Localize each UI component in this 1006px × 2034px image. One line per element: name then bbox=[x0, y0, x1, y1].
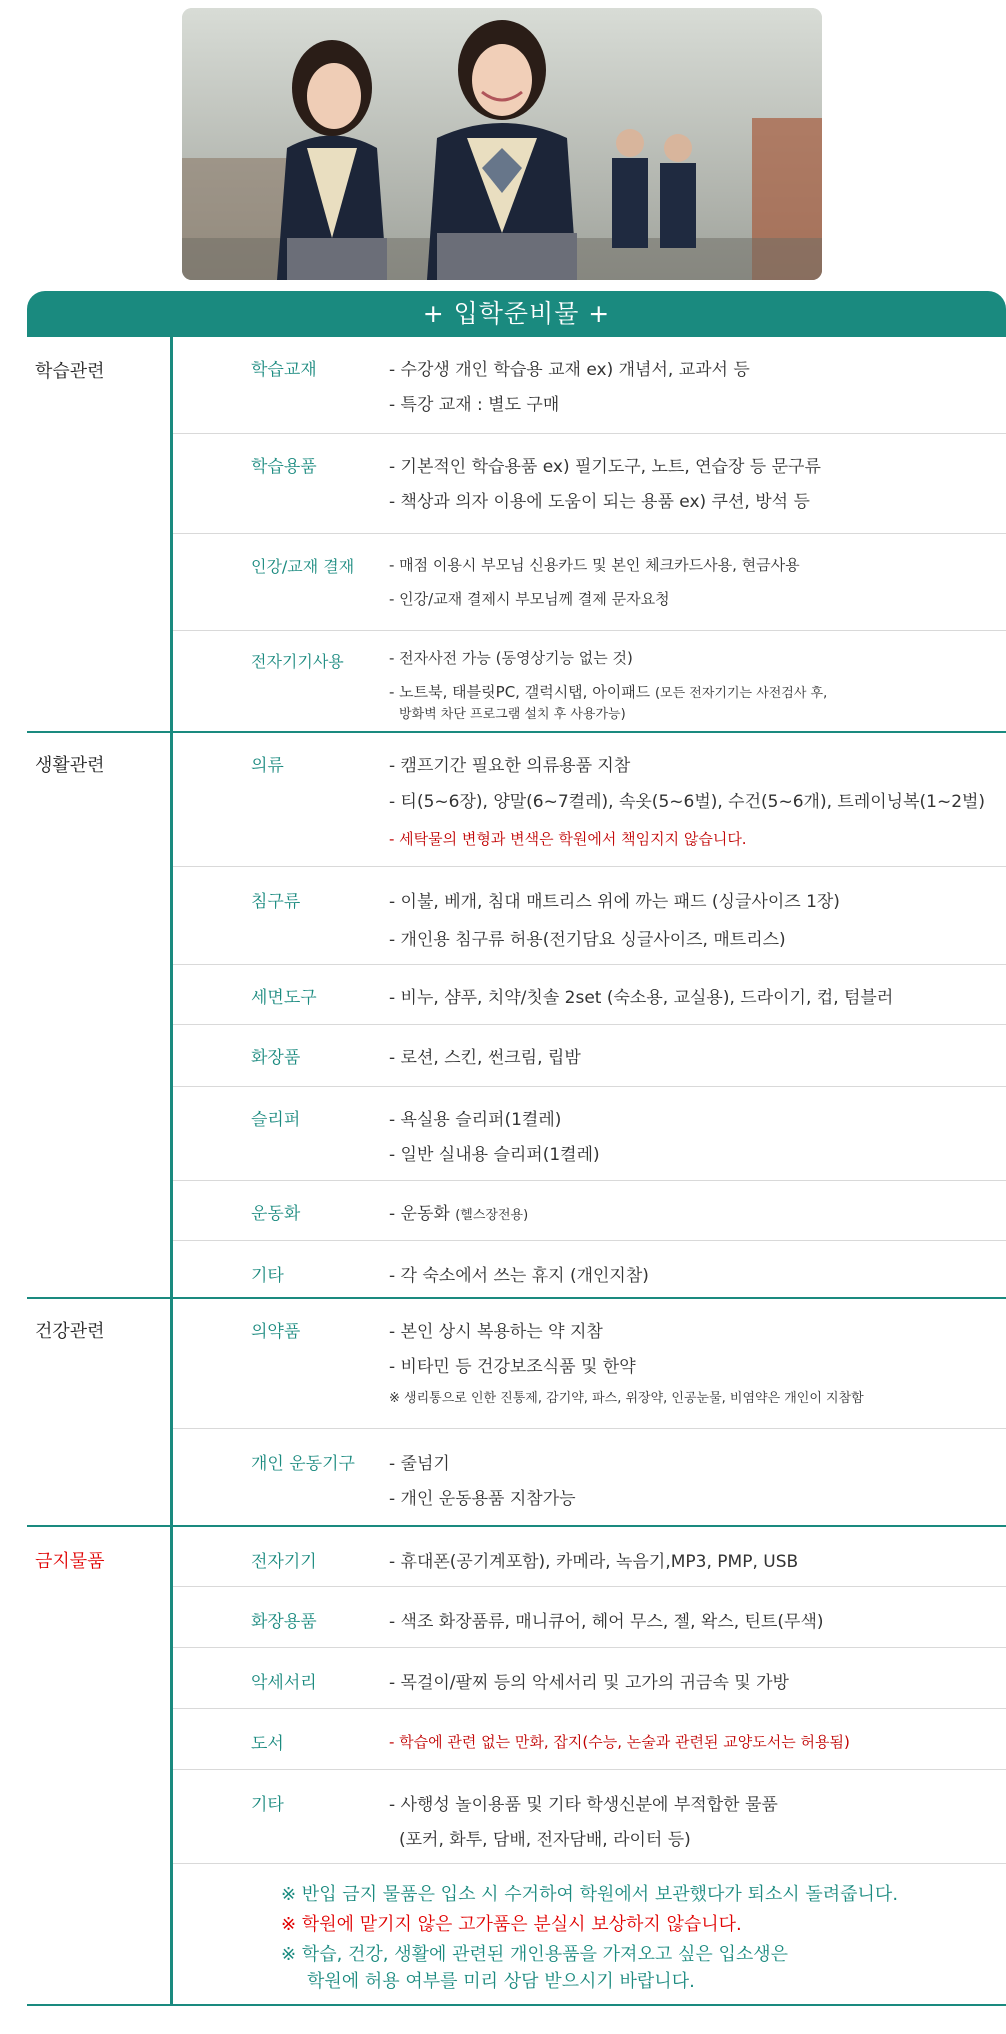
row-living-toiletries bbox=[173, 965, 1006, 1025]
item-text: - 로션, 스킨, 썬크림, 립밤 bbox=[389, 1048, 581, 1068]
item-text: - 비누, 샴푸, 치약/칫솔 2set (숙소용, 교실용), 드라이기, 컵, 텀블러 bbox=[389, 988, 894, 1008]
row-living-sneakers bbox=[173, 1181, 1006, 1241]
subcategory-label: 전자기기사용 bbox=[251, 652, 344, 671]
item-text: - 목걸이/팔찌 등의 악세서리 및 고가의 귀금속 및 가방 bbox=[389, 1673, 789, 1693]
row-study-books bbox=[173, 337, 1006, 434]
item-text: (포커, 화투, 담배, 전자담배, 라이터 등) bbox=[399, 1830, 691, 1850]
row-prohibited-books bbox=[173, 1709, 1006, 1770]
category-label: 금지물품 bbox=[35, 1551, 105, 1572]
row-living-clothes bbox=[173, 731, 1006, 867]
item-text: - 각 숙소에서 쓰는 휴지 (개인지참) bbox=[389, 1266, 649, 1286]
subcategory-label: 의류 bbox=[251, 756, 284, 776]
row-living-etc bbox=[173, 1241, 1006, 1297]
category-label: 건강관련 bbox=[35, 1321, 105, 1342]
row-prohibited-accessories bbox=[173, 1648, 1006, 1709]
item-text: - 일반 실내용 슬리퍼(1켤레) bbox=[389, 1145, 600, 1165]
row-study-devices bbox=[173, 631, 1006, 731]
table-bottom-border bbox=[27, 2004, 1006, 2006]
hero-photo bbox=[182, 8, 822, 280]
row-health-medicine bbox=[173, 1297, 1006, 1429]
subcategory-label: 기타 bbox=[251, 1795, 284, 1815]
subcategory-label: 의약품 bbox=[251, 1322, 301, 1342]
notice-consult: ※ 학습, 건강, 생활에 관련된 개인용품을 가져오고 싶은 입소생은 bbox=[281, 1944, 788, 1965]
subcategory-label: 슬리퍼 bbox=[251, 1110, 301, 1130]
item-text: - 노트북, 태블릿PC, 갤럭시탭, 아이패드 bbox=[389, 683, 651, 701]
section-prohibited bbox=[27, 1525, 1006, 2004]
subcategory-label: 학습용품 bbox=[251, 457, 317, 477]
subcategory-label: 침구류 bbox=[251, 892, 301, 912]
subcategory-label: 도서 bbox=[251, 1734, 284, 1754]
item-text: - 책상과 의자 이용에 도움이 되는 용품 ex) 쿠션, 방석 등 bbox=[389, 492, 810, 512]
item-text: - 특강 교재 : 별도 구매 bbox=[389, 395, 560, 415]
row-living-bedding bbox=[173, 867, 1006, 965]
row-prohibited-etc bbox=[173, 1770, 1006, 1864]
item-text: - 캠프기간 필요한 의류용품 지참 bbox=[389, 756, 631, 776]
notice-valuables: ※ 학원에 맡기지 않은 고가품은 분실시 보상하지 않습니다. bbox=[281, 1914, 742, 1935]
subcategory-label: 학습교재 bbox=[251, 360, 317, 380]
item-text: - 수강생 개인 학습용 교재 ex) 개념서, 교과서 등 bbox=[389, 360, 750, 380]
subcategory-label: 세면도구 bbox=[251, 988, 317, 1008]
item-text: - 비타민 등 건강보조식품 및 한약 bbox=[389, 1357, 636, 1377]
row-prohibited-devices bbox=[173, 1525, 1006, 1587]
row-prohibited-makeup bbox=[173, 1587, 1006, 1648]
row-living-cosmetics bbox=[173, 1025, 1006, 1087]
subcategory-label: 악세서리 bbox=[251, 1673, 317, 1693]
item-text: - 휴대폰(공기계포함), 카메라, 녹음기,MP3, PMP, USB bbox=[389, 1552, 799, 1572]
subcategory-label: 운동화 bbox=[251, 1204, 301, 1224]
subcategory-label: 화장용품 bbox=[251, 1612, 317, 1632]
item-text: - 운동화 bbox=[389, 1204, 450, 1224]
item-text: - 인강/교재 결제시 부모님께 결제 문자요청 bbox=[389, 590, 670, 608]
item-text: - 사행성 놀이용품 및 기타 학생신분에 부적합한 물품 bbox=[389, 1795, 778, 1815]
subcategory-label: 인강/교재 결재 bbox=[251, 557, 355, 576]
notice-return: ※ 반입 금지 물품은 입소 시 수거하여 학원에서 보관했다가 퇴소시 돌려줍니다. bbox=[281, 1884, 899, 1905]
row-study-payment bbox=[173, 534, 1006, 631]
notice-consult-cont: 학원에 허용 여부를 미리 상담 받으시기 바랍니다. bbox=[307, 1971, 695, 1992]
item-text: - 색조 화장품류, 매니큐어, 헤어 무스, 젤, 왁스, 틴트(무색) bbox=[389, 1612, 824, 1632]
section-title-bar bbox=[27, 291, 1006, 337]
item-text: - 이불, 베개, 침대 매트리스 위에 까는 패드 (싱글사이즈 1장) bbox=[389, 892, 840, 912]
item-note: (헬스장전용) bbox=[455, 1208, 529, 1223]
item-text: - 티(5~6장), 양말(6~7켤레), 속옷(5~6벌), 수건(5~6개), 트레이닝복(1~2벌) bbox=[389, 792, 986, 812]
item-text: - 줄넘기 bbox=[389, 1454, 450, 1474]
item-text: - 개인용 침구류 허용(전기담요 싱글사이즈, 매트리스) bbox=[389, 930, 786, 950]
subcategory-label: 전자기기 bbox=[251, 1552, 317, 1572]
section-living bbox=[27, 731, 1006, 1297]
item-text: - 개인 운동용품 지참가능 bbox=[389, 1489, 576, 1509]
row-health-exercise bbox=[173, 1429, 1006, 1525]
subcategory-label: 개인 운동기구 bbox=[251, 1454, 355, 1474]
warning-text: - 세탁물의 변형과 변색은 학원에서 책임지지 않습니다. bbox=[389, 830, 747, 848]
item-note: ※ 생리통으로 인한 진통제, 감기약, 파스, 위장약, 인공눈물, 비염약은 개인이 지참함 bbox=[389, 1391, 864, 1406]
row-divider bbox=[173, 1863, 1006, 1864]
item-text: - 본인 상시 복용하는 약 지참 bbox=[389, 1322, 603, 1342]
subcategory-label: 기타 bbox=[251, 1266, 284, 1286]
subcategory-label: 화장품 bbox=[251, 1048, 301, 1068]
item-note: (모든 전자기기는 사전검사 후, bbox=[654, 686, 828, 701]
warning-text: - 학습에 관련 없는 만화, 잡지(수능, 논술과 관련된 교양도서는 허용됨) bbox=[389, 1733, 850, 1751]
item-text: - 기본적인 학습용품 ex) 필기도구, 노트, 연습장 등 문구류 bbox=[389, 457, 821, 477]
row-living-slippers bbox=[173, 1087, 1006, 1181]
section-health bbox=[27, 1297, 1006, 1525]
item-text: - 전자사전 가능 (동영상기능 없는 것) bbox=[389, 649, 633, 667]
section-study bbox=[27, 337, 1006, 731]
item-text: - 매점 이용시 부모님 신용카드 및 본인 체크카드사용, 현금사용 bbox=[389, 556, 800, 574]
item-text: - 욕실용 슬리퍼(1켤레) bbox=[389, 1110, 562, 1130]
section-title: + 입학준비물 + bbox=[422, 299, 611, 328]
item-note: 방화벽 차단 프로그램 설치 후 사용가능) bbox=[399, 707, 626, 722]
category-label: 생활관련 bbox=[35, 755, 105, 776]
row-study-supplies bbox=[173, 434, 1006, 534]
category-label: 학습관련 bbox=[35, 361, 105, 382]
